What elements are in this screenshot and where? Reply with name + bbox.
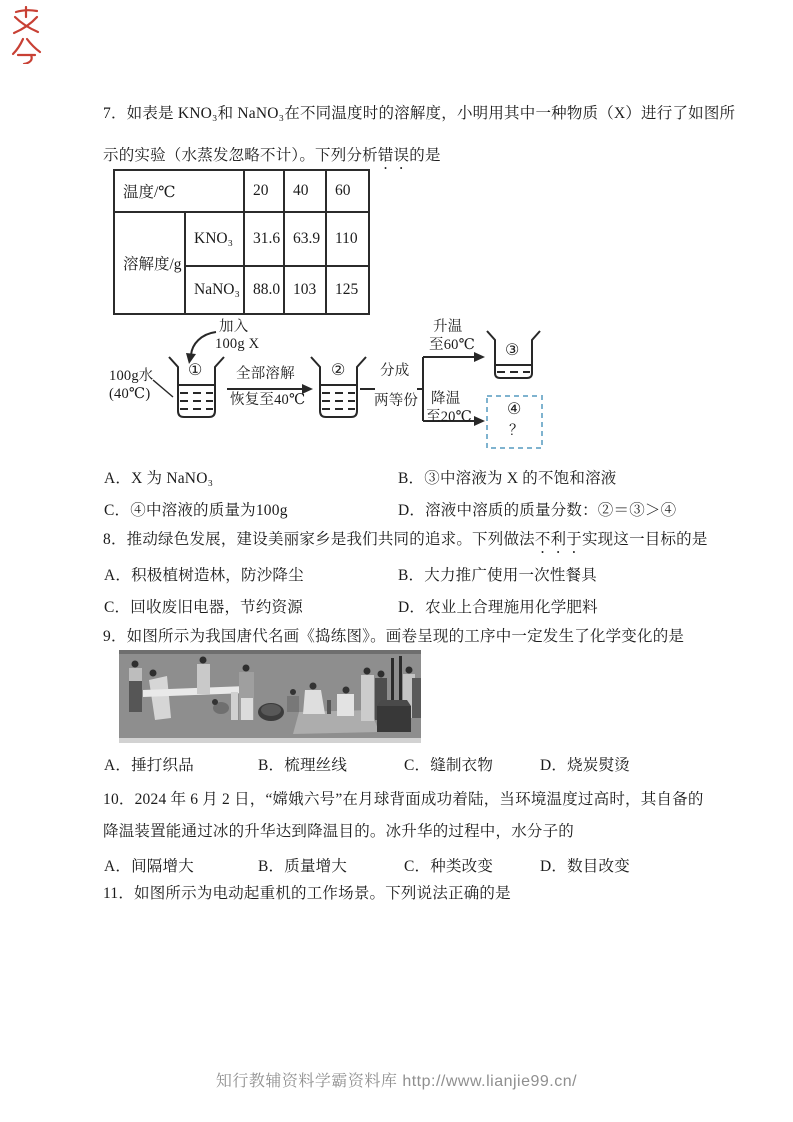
q8-stem <box>103 530 708 557</box>
q10-stem-line2: 降温装置能通过冰的升华达到降温目的。冰升华的过程中，水分子的 <box>103 823 575 840</box>
value-cell: 103 <box>284 266 326 314</box>
painting-image <box>117 649 423 745</box>
value-cell: 110 <box>326 212 369 266</box>
q7-stem-emphasis: 错误 <box>377 147 410 164</box>
solubility-label-cell: 溶解度/g <box>114 212 185 314</box>
q8-stem-pre: 8．推动绿色发展，建设美丽家乡是我们共同的追求。下列做法 <box>103 531 535 548</box>
q11-stem: 11．如图所示为电动起重机的工作场景。下列说法正确的是 <box>103 885 511 902</box>
q9-stem: 9．如图所示为我国唐代名画《捣练图》。画卷呈现的工序中一定发生了化学变化的是 <box>103 628 685 645</box>
substance-cell: KNO₃ <box>185 212 244 266</box>
q7-stem-line2-post: 的是 <box>409 147 441 164</box>
q9-option-a: A．捶打织品 <box>104 757 194 774</box>
temp-cell: 40 <box>284 170 326 212</box>
q10-stem-line1: 10．2024 年 6 月 2 日，“嫦娥六号”在月球背面成功着陆，当环境温度过高时，其自备的 <box>103 791 704 808</box>
table-row <box>114 170 369 212</box>
diagram-add-label-1: 加入 <box>219 319 249 335</box>
q10-option-c: C．种类改变 <box>404 858 494 875</box>
value-cell: 31.6 <box>244 212 284 266</box>
diagram-cool-label-1: 降温 <box>431 391 461 407</box>
q7-option-d: D．溶液中溶质的质量分数：②＝③＞④ <box>398 502 677 519</box>
beaker-3-number: ③ <box>505 342 520 359</box>
beaker-1-number: ① <box>188 362 203 379</box>
q8-option-c: C．回收废旧电器，节约资源 <box>104 599 303 616</box>
q9-option-c: C．缝制衣物 <box>404 757 494 774</box>
q8-option-d: D．农业上合理施用化学肥料 <box>398 599 598 616</box>
diagram-heat-label-1: 升温 <box>433 319 463 335</box>
diagram-add-label-2: 100g X <box>215 336 260 352</box>
diagram-dissolve-label-1: 全部溶解 <box>236 366 295 382</box>
result-box-question-mark: ？ <box>509 423 524 439</box>
temp-label-cell: 温度/℃ <box>114 170 244 212</box>
substance-cell: NaNO₃ <box>185 266 244 314</box>
diagram-water-label-1: 100g水 <box>109 368 154 384</box>
value-cell: 88.0 <box>244 266 284 314</box>
solubility-table <box>113 169 370 315</box>
value-cell: 125 <box>326 266 369 314</box>
red-annotation-mark <box>10 6 46 64</box>
q9-option-b: B．梳理丝线 <box>258 757 348 774</box>
q7-stem-line2-pre: 示的实验（水蒸发忽略不计）。下列分析 <box>103 147 378 164</box>
diagram-linework <box>103 318 573 460</box>
q9-option-d: D．烧炭熨烫 <box>540 757 630 774</box>
diagram-water-label-2: (40℃) <box>109 386 151 402</box>
footer-watermark: 知行教辅资料学霸资料库 http://www.lianjie99.cn/ <box>215 1073 578 1090</box>
value-cell: 63.9 <box>284 212 326 266</box>
q7-option-b: B．③中溶液为 X 的不饱和溶液 <box>398 470 617 487</box>
q8-stem-post: 实现这一目标的是 <box>581 531 708 548</box>
q7-option-a: A．X 为 NaNO₃ <box>104 470 214 487</box>
q10-option-d: D．数目改变 <box>540 858 630 875</box>
table-row <box>114 212 369 266</box>
diagram-cool-label-2: 至20℃ <box>426 409 473 425</box>
diagram-split-label-2: 两等份 <box>374 393 419 409</box>
q10-option-b: B．质量增大 <box>258 858 348 875</box>
beaker-2-number: ② <box>331 362 346 379</box>
q7-stem-line1: 7．如表是 KNO₃和 NaNO₃在不同温度时的溶解度，小明用其中一种物质（X）进行了如图所 <box>103 105 736 122</box>
diagram-split-label-1: 分成 <box>380 363 410 379</box>
result-box-number: ④ <box>507 401 522 418</box>
diagram-heat-label-2: 至60℃ <box>429 337 476 353</box>
q8-stem-emphasis: 不利于 <box>534 531 582 548</box>
temp-cell: 20 <box>244 170 284 212</box>
diagram-dissolve-label-2: 恢复至40℃ <box>230 392 306 408</box>
q7-option-c: C．④中溶液的质量为100g <box>104 502 288 519</box>
q8-option-b: B．大力推广使用一次性餐具 <box>398 567 597 584</box>
temp-cell: 60 <box>326 170 369 212</box>
experiment-diagram <box>103 318 573 460</box>
q10-option-a: A．间隔增大 <box>104 858 194 875</box>
q8-option-a: A．积极植树造林，防沙降尘 <box>104 567 304 584</box>
